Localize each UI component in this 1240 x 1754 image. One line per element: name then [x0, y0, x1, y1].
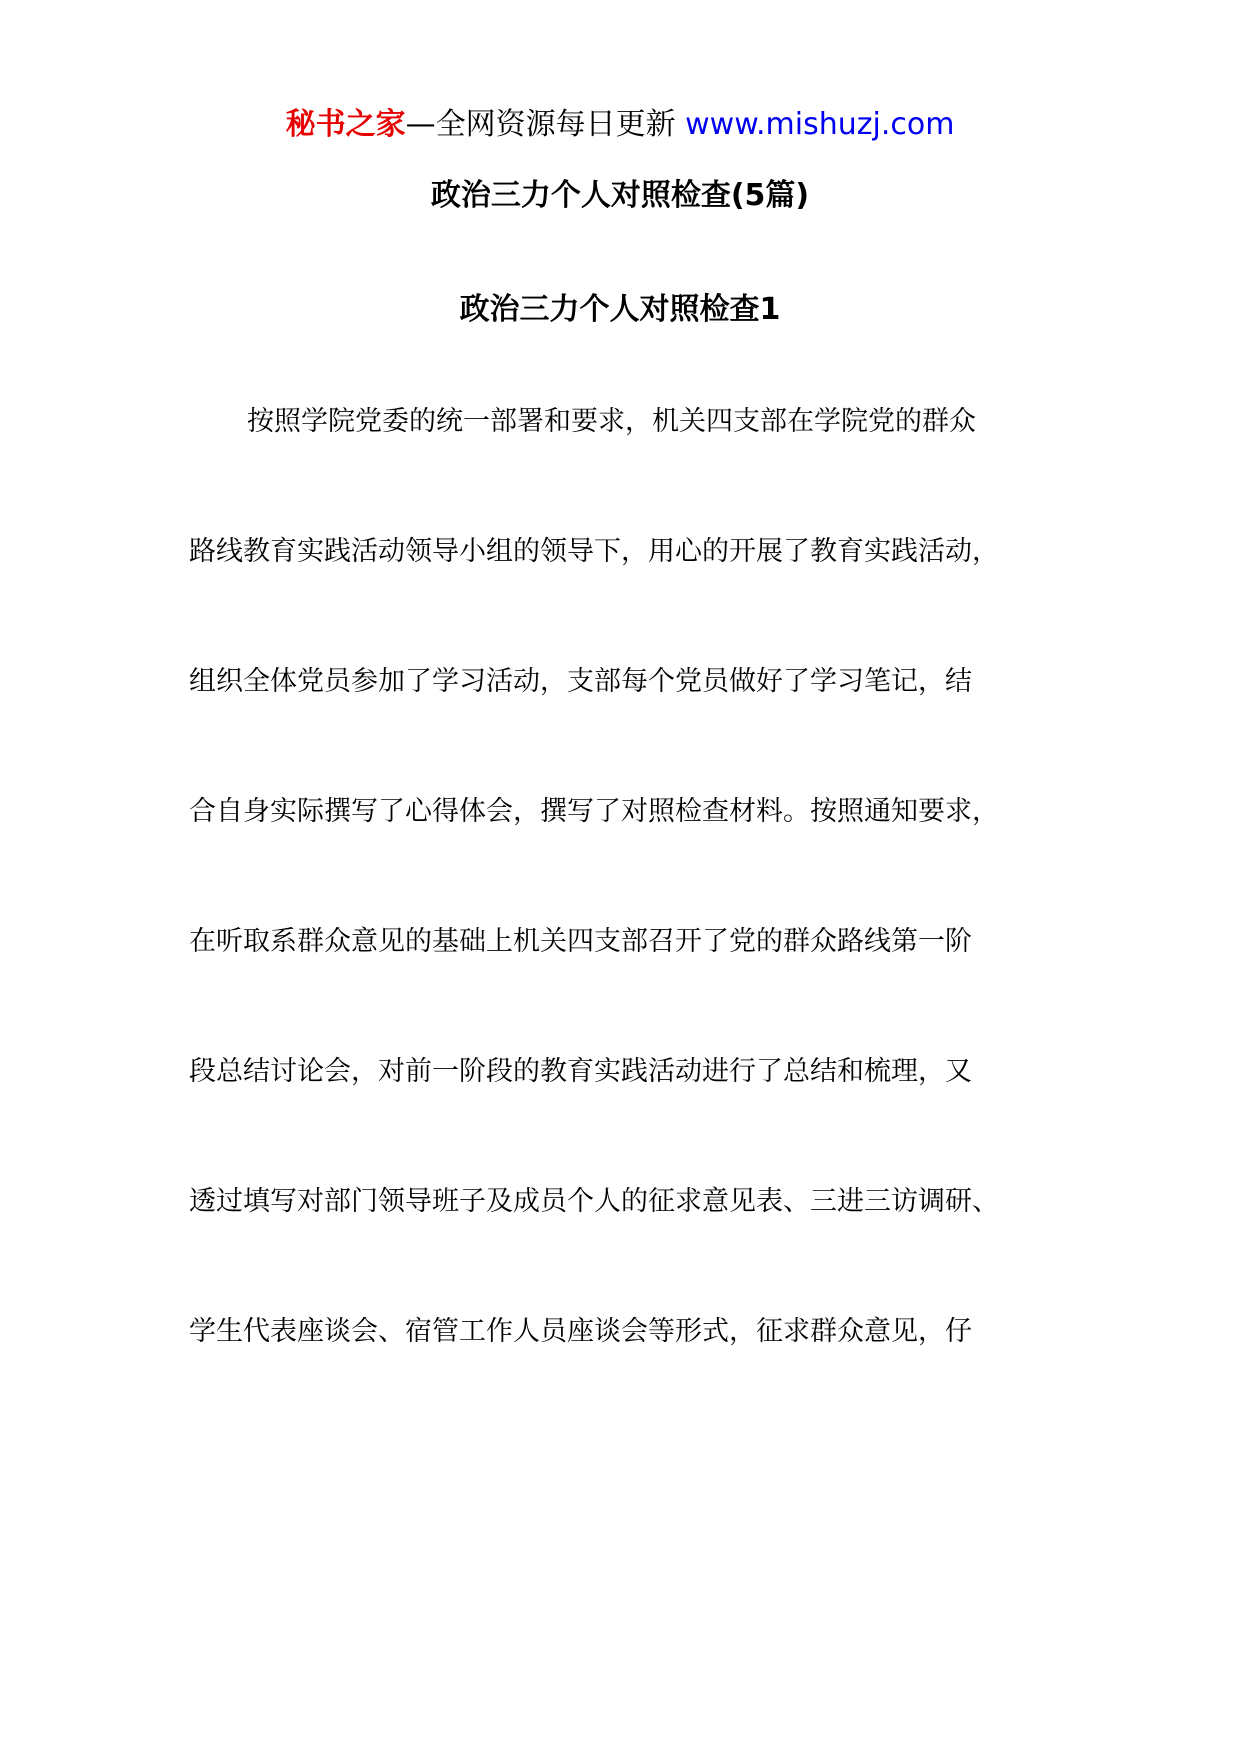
- body-line: 在听取系群众意见的基础上机关四支部召开了党的群众路线第一阶: [189, 926, 972, 957]
- site-url-link[interactable]: www.mishuzj.com: [685, 107, 955, 142]
- site-header: [0, 100, 1240, 150]
- document-title: 政治三力个人对照检查(5篇): [430, 178, 810, 213]
- body-line: 按照学院党委的统一部署和要求，机关四支部在学院党的群众: [247, 406, 976, 437]
- body-line: 组织全体党员参加了学习活动，支部每个党员做好了学习笔记，结: [189, 666, 972, 697]
- body-line: 透过填写对部门领导班子及成员个人的征求意见表、三进三访调研、: [189, 1186, 999, 1217]
- brand-name: 秘书之家: [285, 107, 406, 142]
- body-line: 合自身实际撰写了心得体会，撰写了对照检查材料。按照通知要求，: [189, 796, 999, 827]
- body-line: 学生代表座谈会、宿管工作人员座谈会等形式，征求群众意见，仔: [189, 1316, 972, 1347]
- section-title: 政治三力个人对照检查1: [459, 292, 781, 327]
- body-line: 段总结讨论会，对前一阶段的教育实践活动进行了总结和梳理，又: [189, 1056, 972, 1087]
- body-line: 路线教育实践活动领导小组的领导下，用心的开展了教育实践活动，: [189, 536, 999, 567]
- header-slogan: —全网资源每日更新: [405, 107, 686, 142]
